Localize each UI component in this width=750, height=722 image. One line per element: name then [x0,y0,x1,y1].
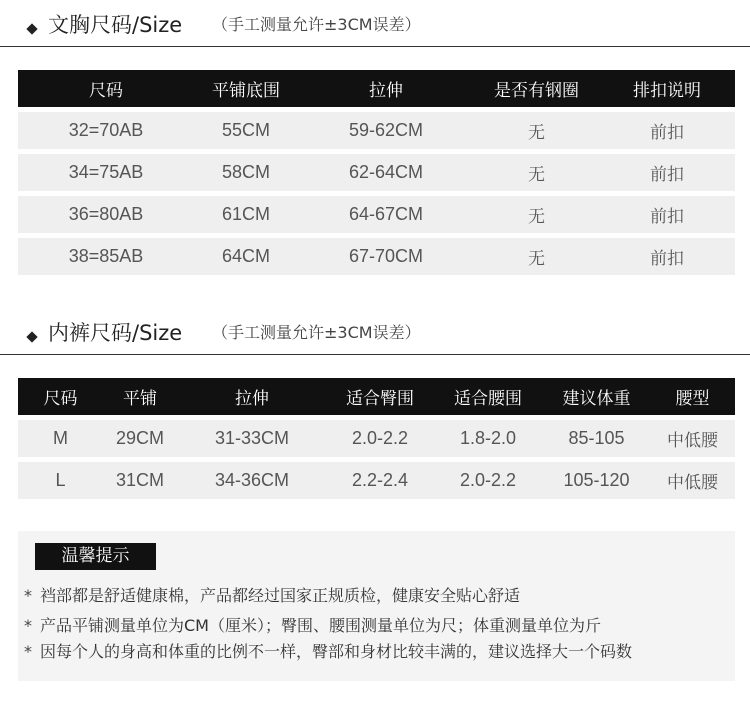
table-cell: 前扣 [599,196,735,233]
column-header: 平铺底围 [194,70,298,107]
column-header: 建议体重 [543,378,650,415]
tip-line [24,615,601,637]
table-cell: 34=75AB [18,154,194,191]
tip-line [24,641,632,663]
table-cell: 62-64CM [298,154,474,191]
column-header: 拉伸 [298,70,474,107]
column-header: 适合腰围 [433,378,543,415]
panty-size-table [18,373,735,504]
table-cell: 31CM [103,462,177,499]
panty-section-title: 内裤尺码/Size [48,321,183,345]
table-cell: M [18,420,103,457]
table-cell: 67-70CM [298,238,474,275]
table-cell: 32=70AB [18,112,194,149]
table-cell: 61CM [194,196,298,233]
bra-section-header [0,10,750,40]
column-header: 尺码 [18,378,103,415]
column-header: 尺码 [18,70,194,107]
panty-section-header [0,318,750,348]
bra-section-title: 文胸尺码/Size [48,13,183,37]
table-row [18,420,735,457]
section-divider [0,46,750,47]
column-header: 排扣说明 [599,70,735,107]
table-cell: 29CM [103,420,177,457]
table-cell: 1.8-2.0 [433,420,543,457]
table-cell: 64-67CM [298,196,474,233]
table-cell: 2.2-2.4 [327,462,433,499]
table-row [18,196,735,233]
table-cell: 105-120 [543,462,650,499]
table-cell: 34-36CM [177,462,327,499]
table-cell: 64CM [194,238,298,275]
column-header: 腰型 [650,378,735,415]
panty-measure-note: （手工测量允许±3CM误差） [212,323,421,342]
table-cell: 38=85AB [18,238,194,275]
section-divider [0,354,750,355]
table-cell: 59-62CM [298,112,474,149]
table-cell: 前扣 [599,238,735,275]
table-cell: 55CM [194,112,298,149]
bra-measure-note: （手工测量允许±3CM误差） [212,15,421,34]
column-header: 平铺 [103,378,177,415]
column-header: 是否有钢圈 [474,70,599,107]
table-cell: 36=80AB [18,196,194,233]
table-row [18,112,735,149]
tip-text: 裆部都是舒适健康棉，产品都经过国家正规质检，健康安全贴心舒适 [40,586,521,605]
table-cell: 2.0-2.2 [327,420,433,457]
table-cell: 58CM [194,154,298,191]
tip-line [24,585,520,607]
asterisk-bullet: * [24,642,32,661]
table-cell: 无 [474,112,599,149]
table-cell: 前扣 [599,154,735,191]
table-header-row [18,378,735,415]
table-row [18,154,735,191]
column-header: 适合臀围 [327,378,433,415]
table-row [18,462,735,499]
bra-size-table [18,65,735,280]
table-cell: 无 [474,238,599,275]
asterisk-bullet: * [24,616,32,635]
diamond-bullet-icon [26,331,37,342]
table-cell: 前扣 [599,112,735,149]
column-header: 拉伸 [177,378,327,415]
table-cell: 中低腰 [650,420,735,457]
table-cell: 中低腰 [650,462,735,499]
table-cell: 31-33CM [177,420,327,457]
table-cell: 无 [474,154,599,191]
tips-panel [18,531,735,681]
table-cell: 无 [474,196,599,233]
tip-text: 产品平铺测量单位为CM（厘米）；臀围、腰围测量单位为尺；体重测量单位为斤 [40,616,601,635]
diamond-bullet-icon [26,23,37,34]
tip-text: 因每个人的身高和体重的比例不一样，臀部和身材比较丰满的，建议选择大一个码数 [40,642,633,661]
table-header-row [18,70,735,107]
tips-label: 温馨提示 [35,543,156,570]
table-cell: 2.0-2.2 [433,462,543,499]
table-row [18,238,735,275]
table-cell: 85-105 [543,420,650,457]
asterisk-bullet: * [24,586,32,605]
table-cell: L [18,462,103,499]
